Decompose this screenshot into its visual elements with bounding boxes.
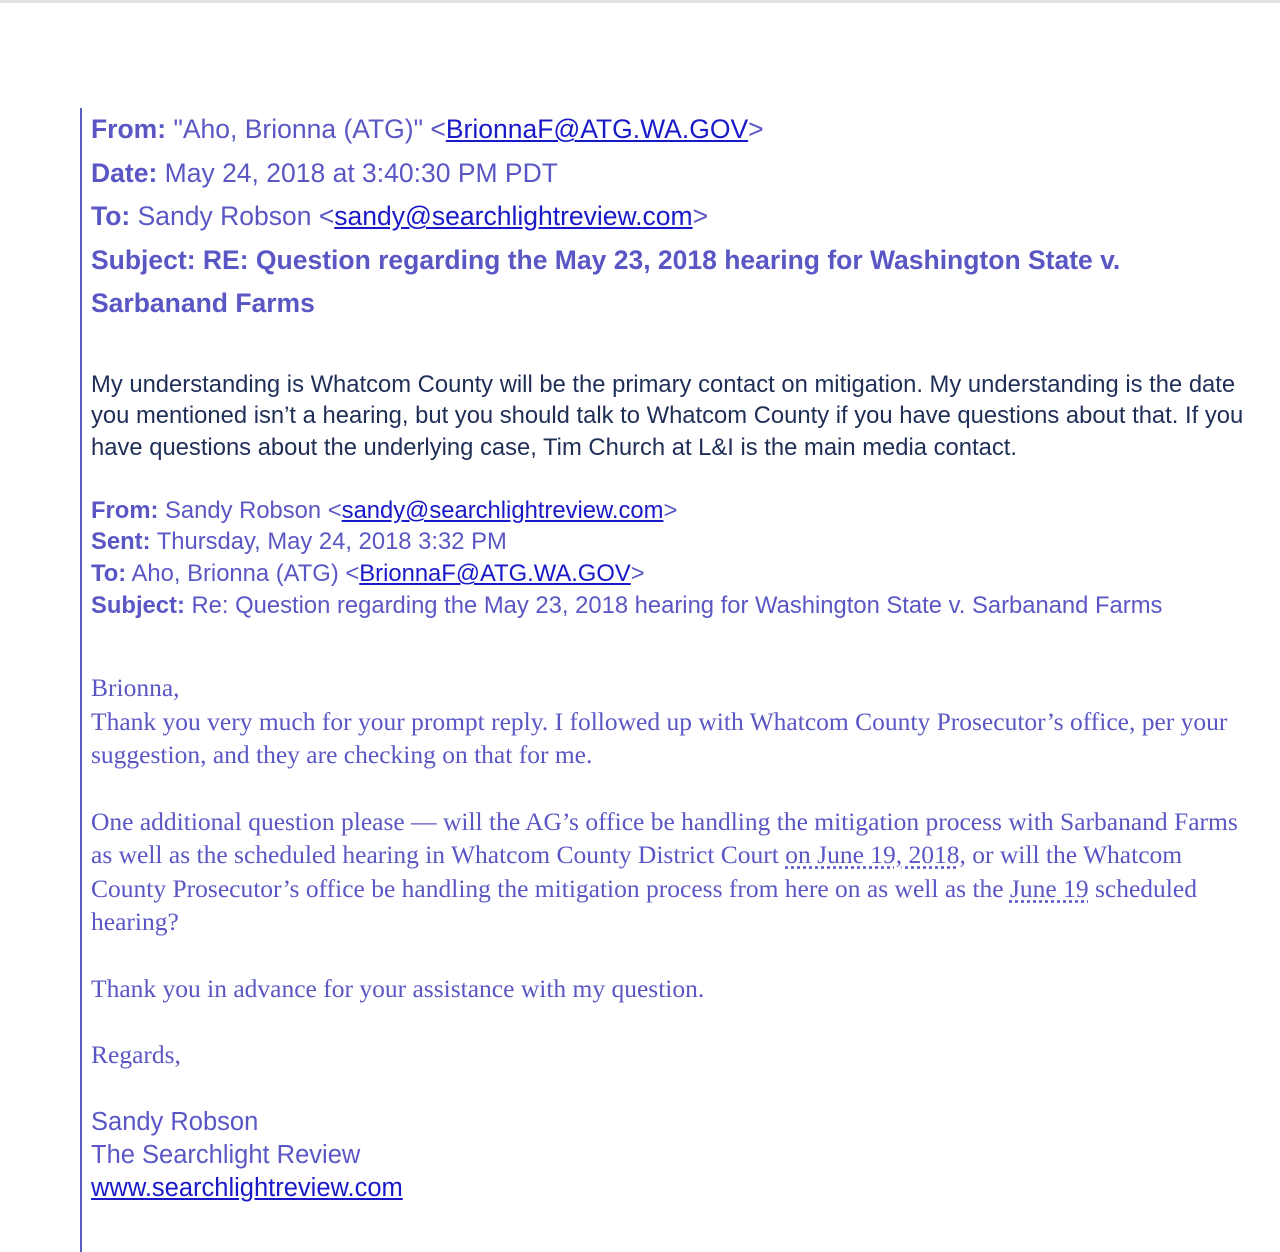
quoted-subject-row [91,590,1261,622]
signature [91,1106,1261,1205]
quoted-subject-value: Re: Question regarding the May 23, 2018 hearing for Washington State v. Sarbanand Farms [191,591,1163,619]
date-label: Date: [91,157,158,188]
paragraph-2 [91,805,1261,939]
quoted-sent-label: Sent: [91,528,151,556]
quoted-from-row: From: Sandy Robson <sandy@searchlightreview.com> [91,496,678,524]
signature-org: The Searchlight Review [91,1140,361,1169]
quoted-to-name: Aho, Brionna (ATG) [131,560,339,588]
quote-bar [80,108,82,1252]
subject-label: Subject: [91,244,196,275]
quoted-to-label: To: [91,560,127,588]
paragraph-2-end: scheduled hearing? [91,873,1197,937]
paragraph-3: Thank you in advance for your assistance with my question. [91,973,705,1003]
quoted-sent-value: Thursday, May 24, 2018 3:32 PM [156,528,507,556]
greeting: Brionna, [91,673,180,703]
paragraph-1: Thank you very much for your prompt reply. I followed up with Whatcom County Prosecutor’s office, per your suggestion, and they are checking on that for me. [91,706,1228,770]
to-name: Sandy Robson [137,201,312,231]
subject-row [91,239,1261,326]
from-name: "Aho, Brionna (ATG)" [173,114,424,144]
quoted-sent-row [91,526,1261,558]
quoted-subject-label: Subject: [91,591,185,619]
quoted-to-email-link[interactable]: BrionnaF@ATG.WA.GOV [359,560,631,588]
date-link-june-19-2018[interactable]: on June 19, 2018 [785,840,960,870]
paragraph-2-start: One additional question please — will the AG’s office be handling the mitigation process with Sarbanand Farms as well as the scheduled hearing in Whatcom County District Court [91,806,1238,870]
quoted-from-email-link[interactable]: sandy@searchlightreview.com [341,496,664,524]
date-link-june-19[interactable]: June 19 [1009,873,1089,903]
from-label: From: [91,114,167,144]
to-label: To: [91,201,131,231]
signature-name: Sandy Robson [91,1107,259,1136]
paragraph-2-mid: , or will the Whatcom County Prosecutor’s office be handling the mitigation process from here on as well as the [91,840,1183,903]
to-row: To: Sandy Robson <sandy@searchlightreview.com> [91,201,709,231]
email-thread [91,108,1261,1205]
reply-body: My understanding is Whatcom County will be the primary contact on mitigation. My understanding is the date you mentioned isn’t a hearing, but you should talk to Whatcom County if you have questions about that. If you have questions about the underlying case, Tim Church at L&I is the main media contact. [91,370,1244,462]
quoted-from-label: From: [91,496,159,524]
subject-line-2: Sarbanand Farms [91,288,315,318]
signature-url-link[interactable]: www.searchlightreview.com [91,1173,403,1202]
closing: Regards, [91,1040,181,1070]
reply-header [91,108,1261,326]
top-divider [0,0,1280,3]
date-row [91,152,1261,196]
quoted-header [91,495,1261,621]
from-row: From: "Aho, Brionna (ATG)" <BrionnaF@ATG.WA.GOV> [91,114,764,144]
to-email-link[interactable]: sandy@searchlightreview.com [334,201,693,231]
original-body [91,671,1261,1072]
from-email-link[interactable]: BrionnaF@ATG.WA.GOV [445,114,749,144]
quoted-to-row: To: Aho, Brionna (ATG) <BrionnaF@ATG.WA.GOV> [91,560,645,588]
quoted-from-name: Sandy Robson [165,496,322,524]
date-value: May 24, 2018 at 3:40:30 PM PDT [164,157,558,188]
subject-line-1: RE: Question regarding the May 23, 2018 hearing for Washington State v. [202,244,1121,275]
